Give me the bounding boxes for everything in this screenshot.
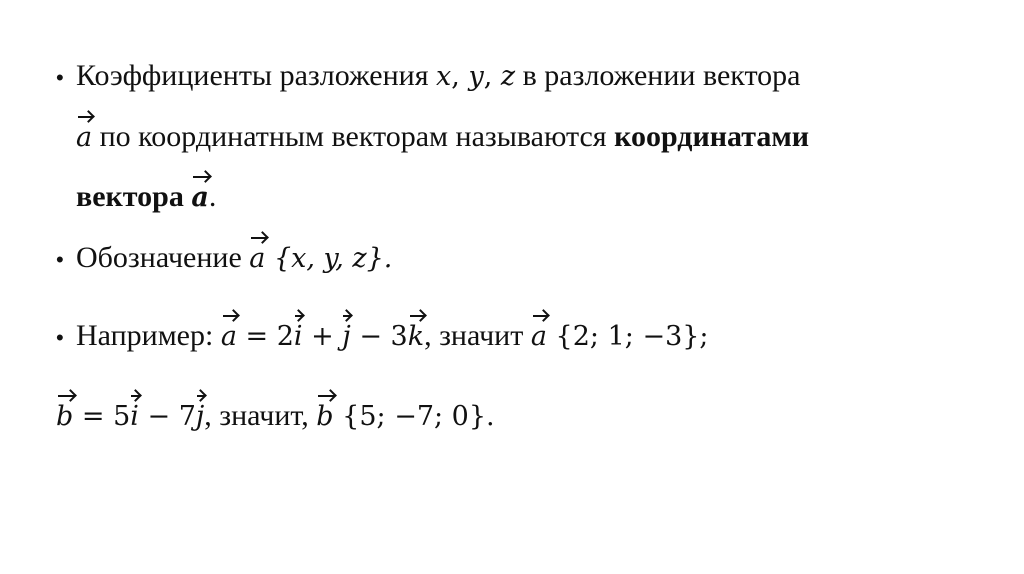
var-x: x [436, 61, 452, 92]
vector-i: i [294, 317, 303, 357]
item4-mid: , значит, [204, 399, 317, 432]
item2-label: Обозначение [76, 241, 250, 274]
bullet: • [56, 325, 64, 350]
term-bold-2: вектора [76, 180, 192, 213]
item1-line2 [76, 117, 809, 158]
eq-part: = 5 [73, 401, 131, 432]
vector-a: a [249, 239, 265, 279]
vector-a: a [76, 118, 92, 158]
var-z: z [500, 61, 516, 92]
term-bold: координатами [614, 120, 810, 153]
var-y: y [468, 61, 484, 92]
vector-a: a [531, 317, 547, 357]
eq-part: + [302, 321, 343, 352]
item1-line1 [56, 56, 801, 98]
eq-part: − 3 [350, 321, 408, 352]
vector-a-bold: a [191, 178, 209, 218]
item2-line [56, 238, 392, 280]
eq-part: − 7 [138, 401, 196, 432]
item3-line [56, 316, 709, 358]
comma: , [483, 61, 501, 92]
item4-coords: {5; −7; 0}. [333, 401, 495, 432]
vector-k: k [408, 317, 424, 357]
vector-i: i [130, 397, 139, 437]
item2-coords: {x, y, z}. [265, 243, 393, 274]
period: . [208, 180, 217, 213]
vector-b: b [316, 397, 333, 437]
bullet: • [56, 65, 64, 90]
vector-a: a [221, 317, 237, 357]
item3-label: Например: [76, 319, 221, 352]
item3-mid: , значит [424, 319, 531, 352]
item3-coords: {2; 1; −3}; [546, 321, 709, 352]
vector-j: j [196, 397, 204, 437]
bullet: • [56, 247, 64, 272]
item1-text-tail: в разложении вектора [515, 59, 801, 92]
item4-line [56, 396, 495, 437]
eq-part: = 2 [236, 321, 294, 352]
item1-text-mid: по координатным векторам называются [92, 120, 615, 153]
vector-j: j [342, 317, 350, 357]
vector-b: b [56, 397, 73, 437]
item1-text-start: Коэффициенты разложения [76, 59, 437, 92]
item1-line3 [76, 177, 216, 218]
comma: , [451, 61, 469, 92]
